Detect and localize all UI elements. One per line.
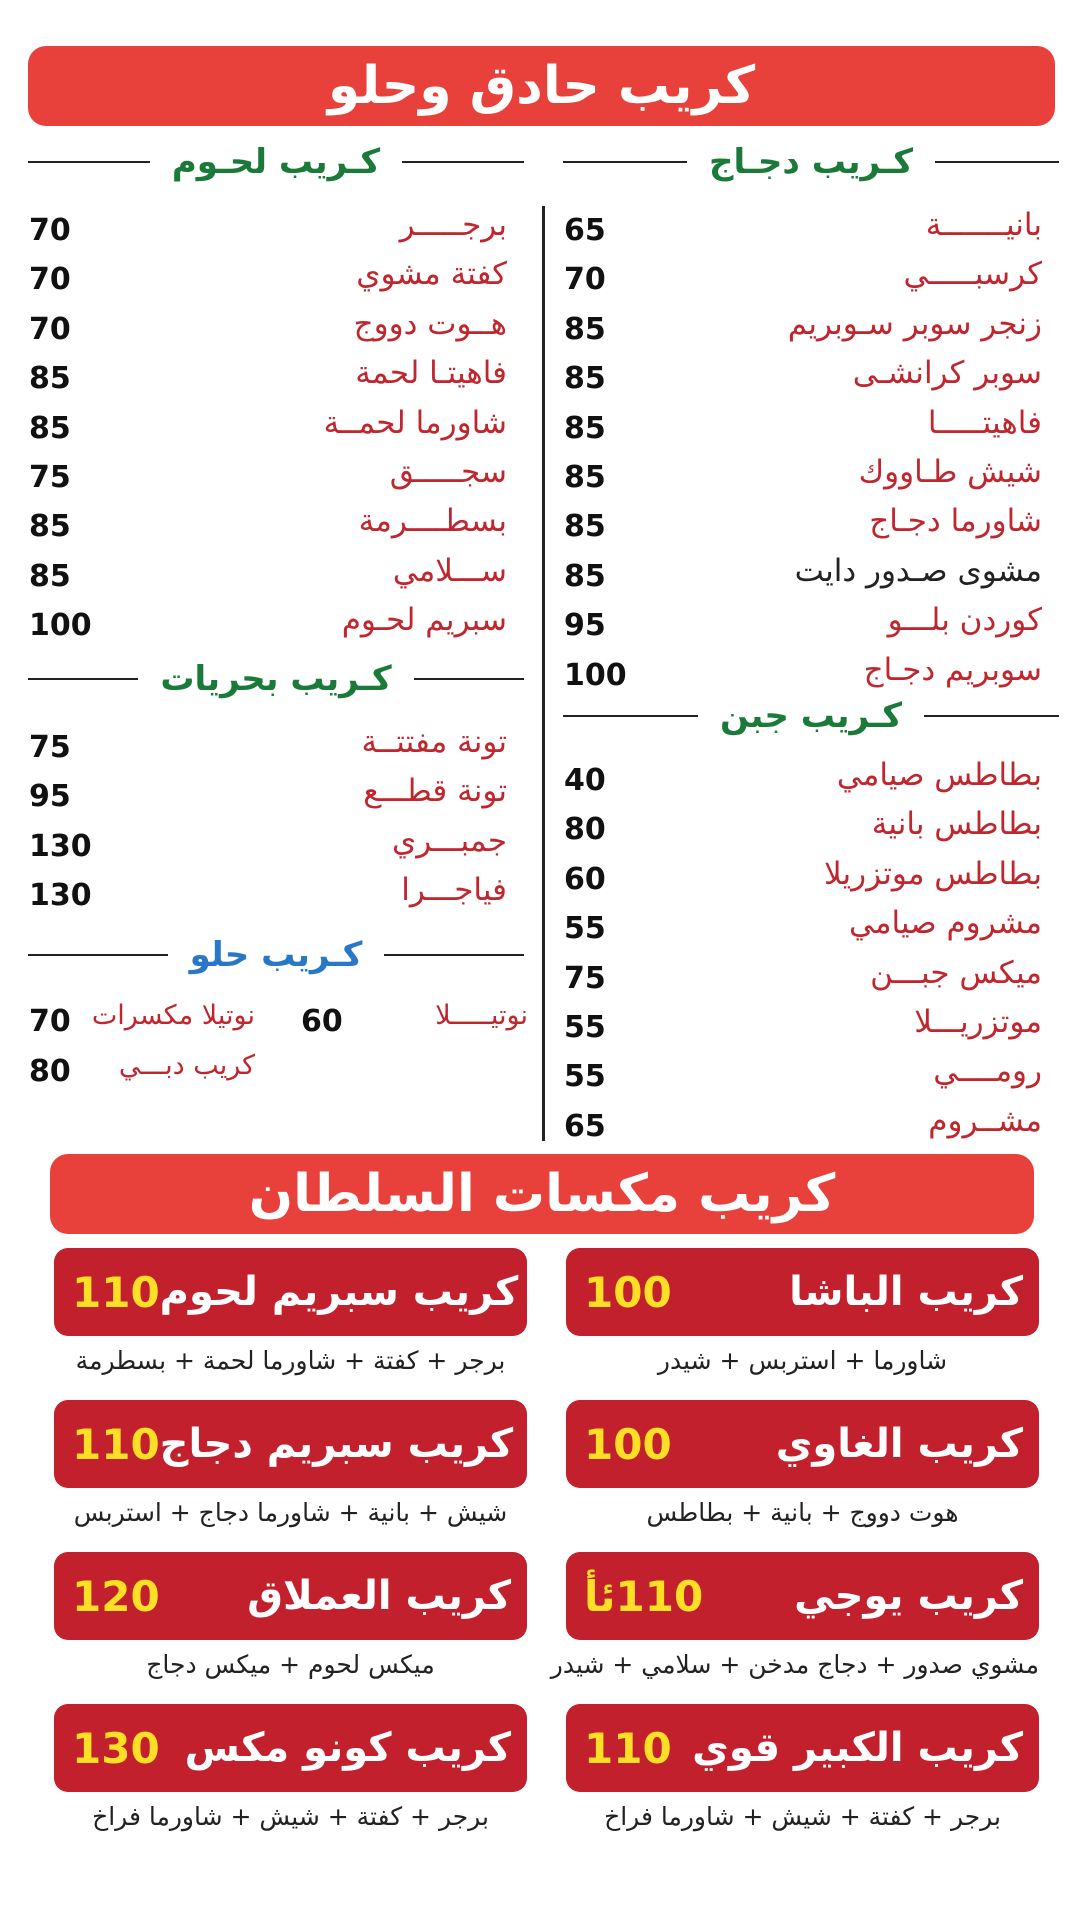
item-name: سوبر كرانشـى [852, 355, 1042, 392]
item-price: 40 [564, 763, 606, 798]
section-title-meat: كـريب لحـوم [171, 142, 381, 182]
mix-name: كريب سبريم لحوم [159, 1269, 519, 1315]
item-price: 85 [564, 361, 606, 397]
item-price: 85 [29, 361, 71, 397]
mix-card [566, 1552, 1039, 1640]
mix-description: شاورما + استربس + شيدر [657, 1346, 948, 1375]
mix-name: كريب الغاوي [775, 1421, 1023, 1467]
section-header-sweet [28, 935, 524, 975]
mix-price: 130 [72, 1723, 160, 1773]
section-title-seafood: كـريب بحريات [160, 659, 392, 699]
menu-item [564, 648, 1042, 697]
item-price: 65 [564, 213, 606, 248]
item-name: بانيـــــــة [925, 207, 1042, 243]
menu-item [564, 203, 1042, 252]
mix-price: 110 [72, 1419, 160, 1469]
menu-item [29, 549, 507, 598]
menu-item [564, 901, 1042, 950]
menu-item [564, 753, 1042, 802]
item-name: كوردن بلـــو [887, 602, 1042, 639]
mix-description: مشوي صدور + دجاج مدخن + سلامي + شيدر [550, 1650, 1039, 1679]
item-price: 65 [564, 1108, 606, 1144]
mix-price: 110 [72, 1267, 160, 1317]
meat-menu-list [29, 203, 507, 648]
page-title: كريب حادق وحلو [327, 56, 756, 116]
item-name: ســـلامي [392, 552, 507, 589]
item-price: 60 [301, 1004, 343, 1039]
item-price: 85 [564, 558, 606, 594]
menu-item [29, 252, 507, 301]
mix-price: 120 [72, 1571, 160, 1621]
mixes-title-banner [50, 1154, 1034, 1234]
section-title-cheese: كـريب جبن [719, 696, 903, 736]
mix-description: شيش + بانية + شاورما دجاج + استربس [73, 1498, 508, 1527]
mix-name: كريب يوجي [794, 1573, 1023, 1619]
menu-item [29, 720, 507, 769]
menu-item [29, 598, 507, 647]
mix-card [54, 1248, 527, 1336]
menu-item [29, 450, 507, 499]
item-name: كرسبـــــي [903, 256, 1042, 293]
mix-price: 110ئأ [584, 1571, 704, 1621]
menu-item [564, 852, 1042, 901]
menu-item [564, 302, 1042, 351]
mix-description: برجر + كفتة + شيش + شاورما فراخ [604, 1802, 1001, 1831]
item-name: فاهيتـا لحمة [355, 355, 507, 392]
chicken-menu-list [564, 203, 1042, 697]
item-price: 95 [29, 779, 71, 815]
item-name: شاورما دجـاج [869, 503, 1042, 540]
menu-item [29, 819, 507, 868]
mix-name: كريب الكبير قوي [692, 1725, 1023, 1771]
mix-card [566, 1248, 1039, 1336]
seafood-menu-list [29, 720, 507, 918]
item-name: رومــــي [933, 1053, 1042, 1090]
mix-card [566, 1704, 1039, 1792]
item-name: بطاطس موتزريلا [824, 855, 1042, 892]
item-price: 75 [29, 459, 71, 495]
menu-item [564, 951, 1042, 1000]
mix-description: برجر + كفتة + شيش + شاورما فراخ [92, 1802, 489, 1831]
item-price: 55 [564, 1059, 606, 1095]
item-price: 130 [29, 828, 92, 864]
item-price: 70 [564, 262, 606, 298]
mix-card [54, 1552, 527, 1640]
item-price: 85 [564, 410, 606, 446]
item-price: 70 [29, 262, 71, 298]
item-price: 85 [29, 558, 71, 594]
menu-item [564, 252, 1042, 301]
item-name: شاورما لحمــة [323, 404, 507, 441]
item-price: 95 [564, 608, 606, 644]
section-header-cheese [563, 696, 1059, 736]
item-price: 85 [564, 509, 606, 545]
menu-item [564, 549, 1042, 598]
item-name: بطاطس بانية [871, 806, 1042, 843]
item-price: 80 [564, 812, 606, 848]
item-name: برجـــــر [399, 207, 507, 243]
section-header-seafood [28, 659, 524, 699]
item-price: 55 [564, 1009, 606, 1045]
item-name: هــوت دووج [353, 305, 507, 342]
item-price: 75 [29, 730, 71, 765]
item-name: نوتيلا مكسرات [91, 1000, 255, 1031]
mix-name: كريب كونو مكس [184, 1725, 511, 1771]
column-divider [542, 206, 545, 1141]
item-price: 100 [29, 608, 92, 644]
item-name: كريب دبـــي [118, 1050, 255, 1081]
menu-item [29, 499, 507, 548]
page-title-banner [28, 46, 1055, 126]
mix-card [54, 1704, 527, 1792]
menu-item [564, 1049, 1042, 1098]
menu-item [29, 1050, 255, 1094]
mix-name: كريب العملاق [247, 1573, 511, 1619]
item-price: 70 [29, 1004, 71, 1039]
menu-item [564, 401, 1042, 450]
item-name: ميكس جبـــن [870, 954, 1042, 991]
item-name: نوتيـــــلا [435, 1000, 528, 1031]
item-price: 130 [29, 878, 92, 914]
item-price: 80 [29, 1054, 71, 1089]
mix-name: كريب سبريم دجاج [159, 1421, 514, 1467]
mixes-title: كريب مكسات السلطان [248, 1164, 836, 1224]
item-name: فياجـــرا [401, 872, 507, 909]
item-name: مشروم صيامي [849, 905, 1042, 942]
mix-card [566, 1400, 1039, 1488]
menu-item [301, 1000, 528, 1044]
item-name: كفتة مشوي [356, 256, 507, 293]
mix-description: ميكس لحوم + ميكس دجاج [146, 1650, 435, 1679]
menu-item [29, 351, 507, 400]
item-name: موتزريـــلا [914, 1003, 1042, 1040]
mix-name: كريب الباشا [789, 1269, 1023, 1315]
menu-item [29, 1000, 255, 1044]
item-name: زنجر سوبر سـوبريم [787, 305, 1042, 342]
section-header-chicken [563, 142, 1059, 182]
menu-item [29, 302, 507, 351]
item-name: بسطــــرمة [358, 503, 507, 540]
item-price: 85 [564, 459, 606, 495]
item-price: 75 [564, 960, 606, 996]
item-price: 85 [564, 311, 606, 347]
menu-item [564, 1099, 1042, 1148]
menu-item [564, 1000, 1042, 1049]
item-price: 60 [564, 861, 606, 897]
menu-item [29, 203, 507, 252]
menu-item [564, 802, 1042, 851]
item-name: تونة مفتتــة [361, 724, 507, 760]
mix-description: هوت دووج + بانية + بطاطس [646, 1498, 959, 1527]
item-name: بطاطس صيامي [836, 757, 1042, 793]
menu-item [564, 351, 1042, 400]
item-name: سبريم لحـوم [341, 602, 507, 639]
menu-item [564, 450, 1042, 499]
mix-price: 100 [584, 1419, 672, 1469]
mix-description: برجر + كفتة + شاورما لحمة + بسطرمة [75, 1346, 506, 1375]
section-title-chicken: كـريب دجـاج [709, 142, 913, 182]
item-name: جمبـــري [391, 822, 507, 859]
item-name: سوبريم دجـاج [863, 651, 1042, 688]
item-price: 70 [29, 311, 71, 347]
item-price: 70 [29, 213, 71, 248]
item-price: 85 [29, 509, 71, 545]
item-price: 85 [29, 410, 71, 446]
section-header-meat [28, 142, 524, 182]
item-name: فاهيتـــــا [927, 404, 1042, 441]
item-price: 55 [564, 911, 606, 947]
menu-item [564, 499, 1042, 548]
menu-item [29, 868, 507, 917]
mix-price: 110 [584, 1723, 672, 1773]
item-name: مشوى صـدور دايت [794, 552, 1042, 589]
cheese-menu-list [564, 753, 1042, 1148]
mix-price: 100 [584, 1267, 672, 1317]
item-name: مشــروم [928, 1102, 1042, 1139]
menu-item [29, 769, 507, 818]
menu-item [564, 598, 1042, 647]
item-name: شيش طـاووك [858, 453, 1042, 490]
menu-item [29, 401, 507, 450]
item-name: سجـــــق [389, 453, 507, 490]
section-title-sweet: كـريب حلو [189, 935, 363, 975]
mix-card [54, 1400, 527, 1488]
item-price: 100 [564, 657, 627, 693]
item-name: تونة قطـــع [363, 773, 507, 810]
